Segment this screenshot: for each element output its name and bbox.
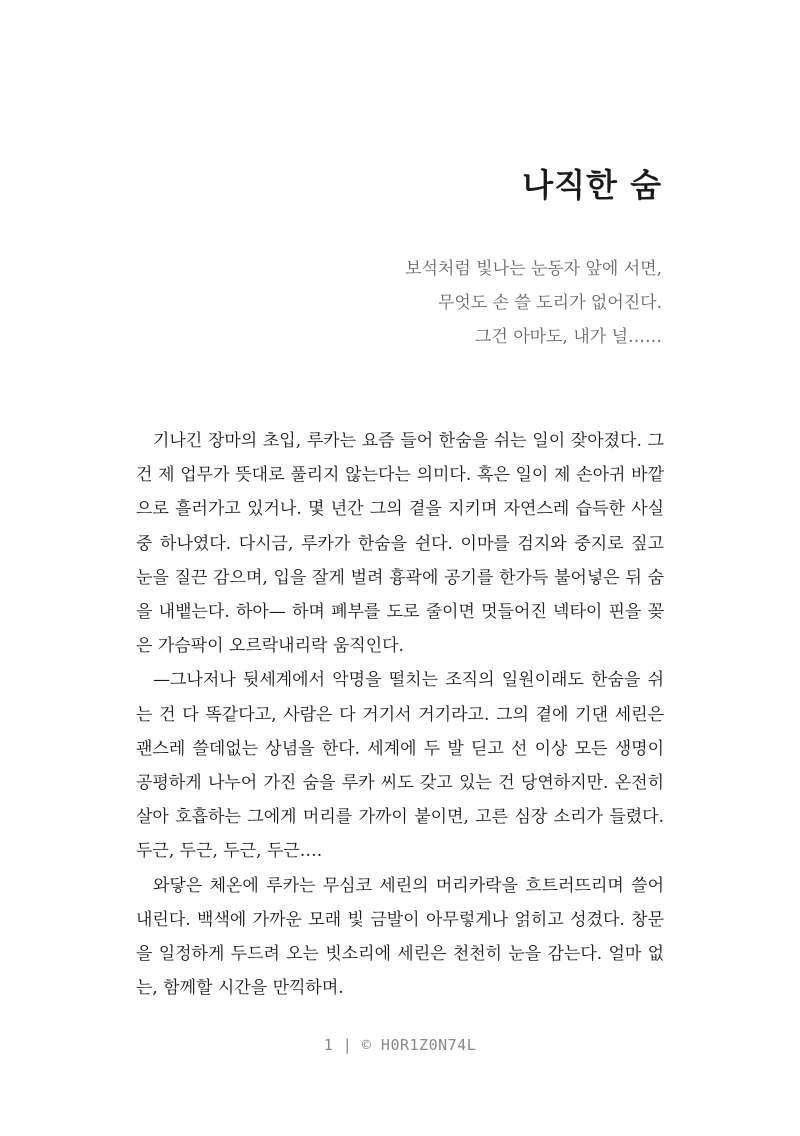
body-paragraph: 와닿은 체온에 루카는 무심코 세린의 머리카락을 흐트러뜨리며 쓸어내린다. 백색에 가까운 모래 빛 금발이 아무렇게나 얽히고 성겼다. 창문을 일정하게 두드려 오는 빗소리에 세린은 천천히 눈을 감는다. 얼마 없는, 함께할 시간을 만끽하며. xyxy=(136,875,664,999)
epigraph-line: 그건 아마도, 내가 널…… xyxy=(475,327,662,347)
body-paragraph: —그나저나 뒷세계에서 악명을 떨치는 조직의 일원이래도 한숨을 쉬는 건 다 똑같다고, 사람은 다 거기서 거기라고. 그의 곁에 기댄 세린은 괜스레 쓸데없는 상념을 한다. 세계에 두 발 딛고 선 이상 모든 생명이 공평하게 나누어 가진 숨을 루카 씨도 갖고 있는 건 당연하지만. 온전히 살아 호흡하는 그에게 머리를 가까이 붙이면, 고른 심장 소리가 들렸다. 두근, 두근, 두근, 두근…. xyxy=(136,670,664,862)
epigraph xyxy=(262,252,662,354)
epigraph-line: 무엇도 손 쓸 도리가 없어진다. xyxy=(437,293,662,313)
body-text xyxy=(136,424,664,1005)
epigraph-line: 보석처럼 빛나는 눈동자 앞에 서면, xyxy=(405,259,662,279)
body-paragraph: 기나긴 장마의 초입, 루카는 요즘 들어 한숨을 쉬는 일이 잦아졌다. 그건 제 업무가 뜻대로 풀리지 않는다는 의미다. 혹은 일이 제 손아귀 바깥으로 흘러가고 있거나. 몇 년간 그의 곁을 지키며 자연스레 습득한 사실 중 하나였다. 다시금, 루카가 한숨을 쉰다. 이마를 검지와 중지로 짚고 눈을 질끈 감으며, 입을 잘게 벌려 흉곽에 공기를 한가득 불어넣은 뒤 숨을 내뱉는다. 하아— 하며 폐부를 도로 줄이면 멋들어진 넥타이 핀을 꽂은 가슴팍이 오르락내리락 움직인다. xyxy=(136,431,664,657)
chapter-title: 나직한 숨 xyxy=(522,166,662,204)
page-footer: 1 | © H0R1Z0N74L xyxy=(323,1036,477,1054)
